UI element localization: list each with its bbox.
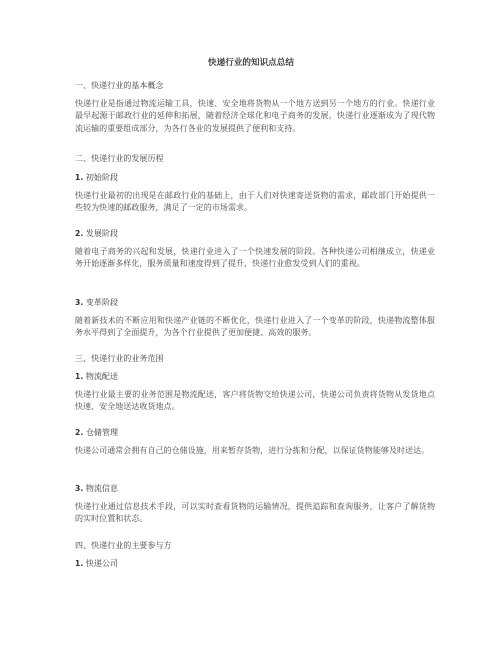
subsection-title: 变革阶段 [85, 298, 119, 307]
subsection-title: 快递公司 [85, 559, 119, 568]
paragraph: 随着电子商务的兴起和发展，快递行业进入了一个快速发展的阶段。各种快递公司相继成立，快递业务开始逐渐多样化，服务质量和速度得到了提升，快递行业愈发受到人们的重视。 [75, 247, 435, 269]
subsection-number: 3. [75, 298, 84, 307]
subsection-number: 3. [75, 484, 84, 493]
subsection-heading [75, 228, 435, 240]
subsection-title: 仓储管理 [85, 428, 119, 437]
paragraph: 随着新技术的不断应用和快递产业链的不断优化，快递行业进入了一个变革的阶段，快递物流整体服务水平得到了全面提升，为各个行业提供了更加便捷、高效的服务。 [75, 316, 435, 338]
subsection-title: 物流配送 [85, 372, 119, 381]
paragraph: 快递行业最初的出现是在邮政行业的基础上，由于人们对快速寄送货物的需求，邮政部门开始提供一些较为快速的邮政服务，满足了一定的市场需求。 [75, 191, 435, 213]
document-title: 快递行业的知识点总结 [208, 58, 294, 68]
paragraph: 快递公司通常会拥有自己的仓储设施，用来暂存货物，进行分拣和分配，以保证货物能够及时送达。 [75, 446, 430, 455]
subsection-heading [75, 558, 435, 570]
subsection-number: 2. [75, 428, 84, 437]
subsection-title: 初始阶段 [85, 173, 119, 182]
subsection-heading [75, 483, 435, 495]
subsection-number: 1. [75, 173, 84, 182]
subsection-title: 发展阶段 [85, 229, 119, 238]
subsection-heading [75, 297, 435, 309]
paragraph: 快递行业是指通过物流运输工具，快速、安全地将货物从一个地方送到另一个地方的行业。快递行业最早起源于邮政行业的延伸和拓展，随着经济全球化和电子商务的发展，快递行业逐渐成为了现代物流运输的重要组成部分，为各行各业的发展提供了便利和支持。 [75, 99, 435, 133]
section-heading: 一、快递行业的基本概念 [75, 81, 164, 90]
subsection-heading [75, 172, 435, 184]
subsection-number: 1. [75, 372, 84, 381]
paragraph: 快递行业通过信息技术手段，可以实时查看货物的运输情况，提供追踪和查询服务，让客户了解货物的实时位置和状态。 [75, 502, 435, 524]
subsection-heading [75, 427, 435, 439]
subsection-number: 1. [75, 559, 84, 568]
paragraph: 快递行业最主要的业务范围是物流配送，客户将货物交给快递公司，快递公司负责将货物从发货地点快速、安全地送达收货地点。 [75, 390, 435, 412]
section-heading: 二、快递行业的发展历程 [75, 154, 164, 163]
subsection-number: 2. [75, 229, 84, 238]
section-heading: 四、快递行业的主要参与方 [75, 541, 172, 550]
subsection-title: 物流信息 [85, 484, 119, 493]
subsection-heading [75, 371, 435, 383]
section-heading: 三、快递行业的业务范围 [75, 354, 164, 363]
